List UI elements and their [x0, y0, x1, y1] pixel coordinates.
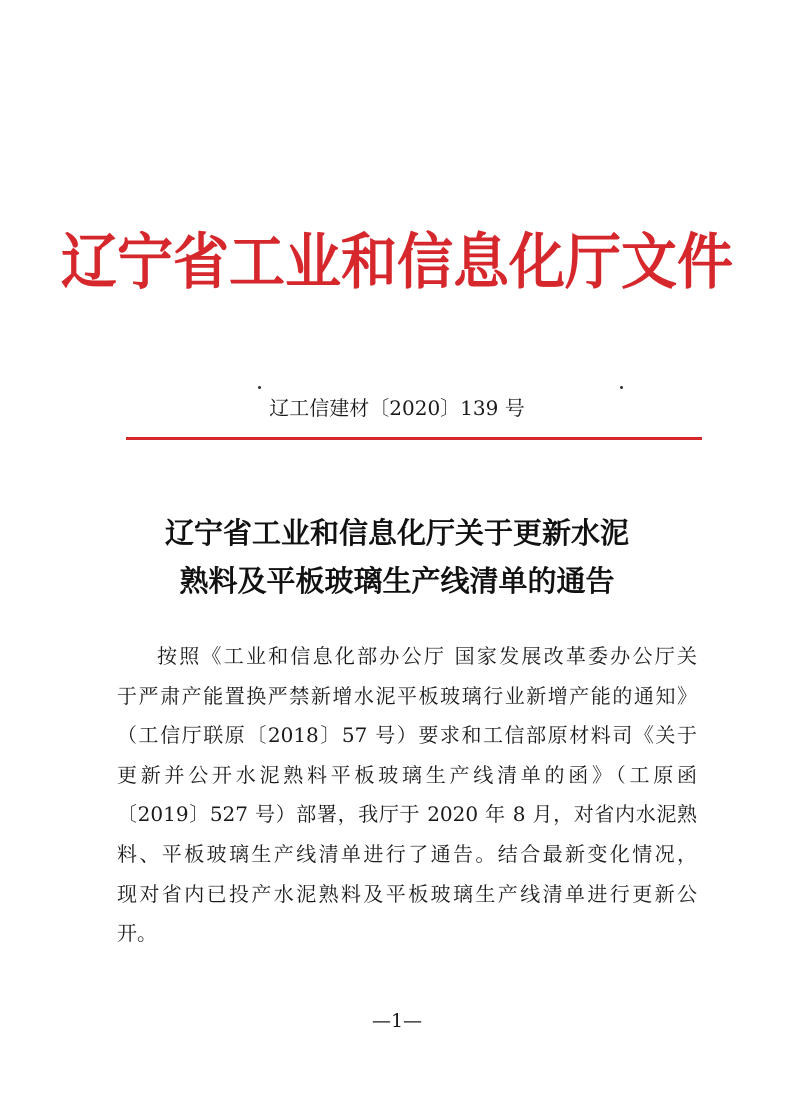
body-line: （工信厅联原〔2018〕57 号）要求和工信部原材料司《关于: [117, 723, 697, 748]
document-header-title: 辽宁省工业和信息化厅文件: [61, 226, 733, 298]
body-line: 现对省内已投产水泥熟料及平板玻璃生产线清单进行更新公: [117, 881, 697, 906]
notice-title: [0, 509, 794, 605]
notice-title-line-1: 辽宁省工业和信息化厅关于更新水泥: [164, 516, 629, 550]
body-paragraph: [117, 637, 697, 954]
decorative-dot-left: [258, 386, 261, 389]
body-line: 开。: [117, 921, 157, 946]
decorative-dot-right: [620, 386, 623, 389]
header-divider: [126, 437, 702, 440]
document-number: 辽工信建材〔2020〕139 号: [269, 396, 525, 420]
body-line: 〔2019〕527 号）部署，我厅于 2020 年 8 月，对省内水泥熟: [117, 802, 697, 827]
body-line: 料、平板玻璃生产线清单进行了通告。结合最新变化情况，: [117, 841, 697, 866]
body-line: 更新并公开水泥熟料平板玻璃生产线清单的函》（工原函: [117, 762, 697, 787]
page-number: —1—: [371, 1010, 423, 1032]
body-line: 按照《工业和信息化部办公厅 国家发展改革委办公厅关: [157, 644, 697, 668]
notice-title-line-2: 熟料及平板玻璃生产线清单的通告: [179, 564, 615, 598]
body-line: 于严肃产能置换严禁新增水泥平板玻璃行业新增产能的通知》: [117, 683, 697, 708]
